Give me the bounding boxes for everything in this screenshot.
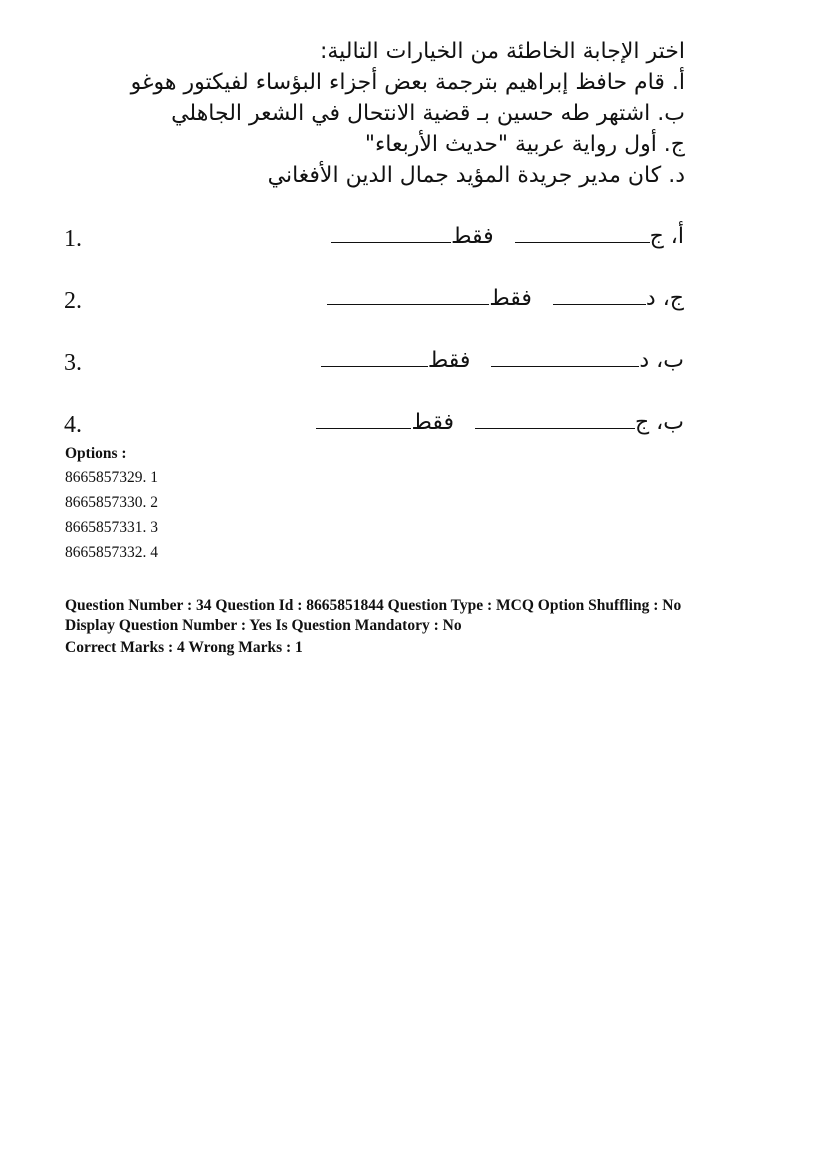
answer-option-1[interactable] <box>64 224 684 260</box>
option-number: 1. <box>64 226 82 252</box>
blank-line <box>321 348 428 367</box>
option-text <box>316 410 684 435</box>
question-meta-line-1: Question Number : 34 Question Id : 8665851844 Question Type : MCQ Option Shuffling : No <box>65 597 682 614</box>
option-text <box>327 286 684 311</box>
question-prompt: اختر الإجابة الخاطئة من الخيارات التالية: <box>319 39 685 64</box>
option-id-1: 8665857329. 1 <box>65 469 158 486</box>
marks-info: Correct Marks : 4 Wrong Marks : 1 <box>65 639 303 656</box>
blank-line <box>331 224 451 243</box>
option-number: 2. <box>64 288 82 314</box>
option-number: 4. <box>64 412 82 438</box>
option-text <box>331 224 684 249</box>
option-number: 3. <box>64 350 82 376</box>
statement-c: ج. أول رواية عربية "حديث الأربعاء" <box>364 132 685 157</box>
blank-line <box>475 410 635 429</box>
answer-option-2[interactable] <box>64 286 684 322</box>
answer-option-4[interactable] <box>64 410 684 446</box>
blank-line <box>553 286 646 305</box>
option-word: فقط <box>427 348 471 373</box>
option-id-2: 8665857330. 2 <box>65 494 158 511</box>
question-meta-line-2: Display Question Number : Yes Is Question Mandatory : No <box>65 617 462 634</box>
option-id-3: 8665857331. 3 <box>65 519 158 536</box>
blank-line <box>327 286 489 305</box>
statement-d: د. كان مدير جريدة المؤيد جمال الدين الأفغاني <box>267 163 685 188</box>
option-letters: ب، د <box>639 348 684 373</box>
blank-line <box>316 410 411 429</box>
option-word: فقط <box>489 286 532 311</box>
option-id-4: 8665857332. 4 <box>65 544 158 561</box>
statement-a: أ. قام حافظ إبراهيم بترجمة بعض أجزاء البؤساء لفيكتور هوغو <box>130 70 685 95</box>
option-letters: أ، ج <box>649 224 684 249</box>
statement-b: ب. اشتهر طه حسين بـ قضية الانتحال في الشعر الجاهلي <box>171 101 685 126</box>
option-word: فقط <box>451 224 494 249</box>
blank-line <box>515 224 650 243</box>
option-word: فقط <box>411 410 454 435</box>
options-label: Options : <box>65 445 127 462</box>
option-text <box>321 348 684 373</box>
blank-line <box>491 348 639 367</box>
option-letters: ج، د <box>645 286 684 311</box>
answer-option-3[interactable] <box>64 348 684 384</box>
option-letters: ب، ج <box>634 410 684 435</box>
question-text <box>60 36 685 191</box>
